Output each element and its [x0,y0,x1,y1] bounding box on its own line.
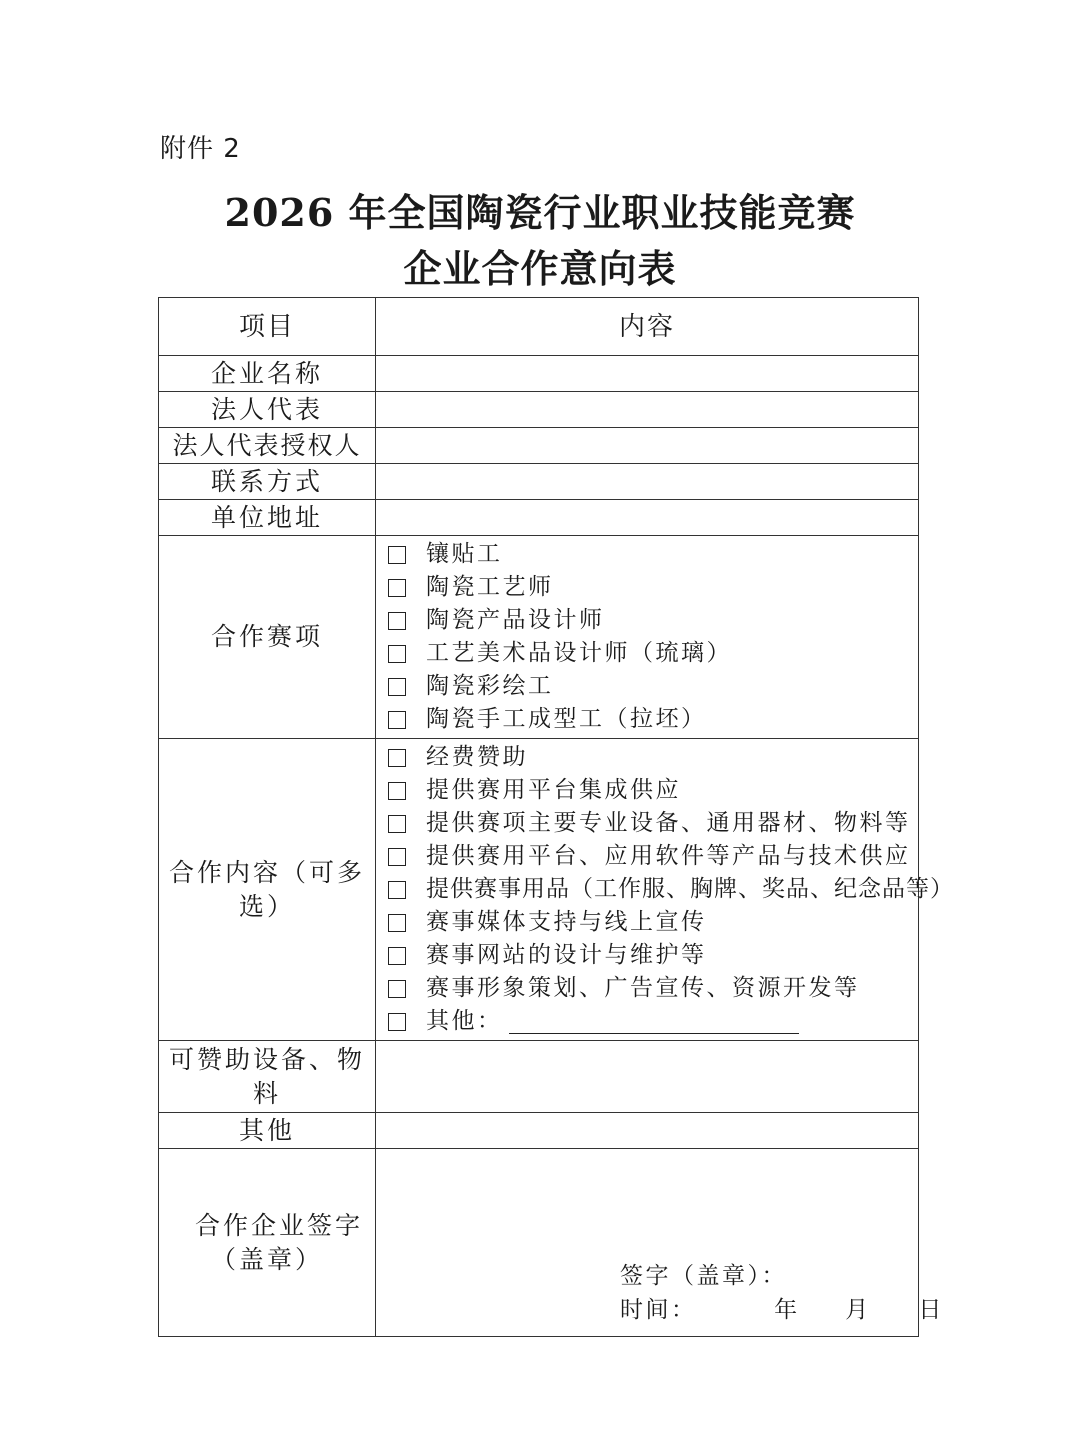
other-input-line[interactable] [509,1009,799,1034]
label-signature-line2: （盖章） [210,1244,323,1274]
label-legal-rep: 法人代表 [159,392,376,428]
event-option[interactable]: 陶瓷产品设计师 [388,604,918,637]
label-contact: 联系方式 [159,464,376,500]
label-content-line1: 合作内容（可多 [168,857,365,887]
header-content: 内容 [376,298,919,356]
checkbox[interactable] [388,749,406,767]
checkbox[interactable] [388,579,406,597]
content-options [376,739,954,1041]
row-company-name [159,356,919,392]
field-address[interactable] [376,500,919,536]
content-option[interactable]: 赛事网站的设计与维护等 [388,939,918,972]
row-legal-rep [159,392,919,428]
signature-area[interactable] [376,1149,944,1337]
row-signature [159,1149,919,1337]
cooperation-form-table [158,297,954,1337]
content-option[interactable]: 经费赞助 [388,741,918,774]
checkbox[interactable] [388,815,406,833]
row-other [159,1113,919,1149]
label-other: 其他 [159,1113,376,1149]
checkbox[interactable] [388,546,406,564]
document-subtitle: 企业合作意向表 [403,246,677,291]
checkbox[interactable] [388,711,406,729]
checkbox[interactable] [388,980,406,998]
row-sponsor [159,1041,919,1113]
annex-label: 附件 2 [160,134,241,164]
field-legal-rep[interactable] [376,392,919,428]
document-title: 2026 年全国陶瓷行业职业技能竞赛 [224,190,856,235]
checkbox[interactable] [388,914,406,932]
event-option[interactable]: 陶瓷彩绘工 [388,670,918,703]
checkbox[interactable] [388,881,406,899]
day-label: 日 [918,1297,944,1323]
events-options [376,536,919,739]
label-company-name: 企业名称 [159,356,376,392]
label-content-line2: 选） [238,891,295,921]
row-authorized-person [159,428,919,464]
event-option[interactable]: 工艺美术品设计师（琉璃） [388,637,918,670]
sign-text: 签字（盖章）： [620,1263,787,1289]
content-option[interactable]: 提供赛事用品（工作服、胸牌、奖品、纪念品等） [388,873,918,906]
content-option[interactable]: 提供赛用平台、应用软件等产品与技术供应 [388,840,918,873]
label-sponsor [159,1041,376,1113]
checkbox[interactable] [388,678,406,696]
event-option[interactable]: 陶瓷手工成型工（拉坯） [388,703,918,736]
time-label: 时间： [620,1297,697,1323]
label-authorized-person: 法人代表授权人 [159,428,376,464]
checkbox[interactable] [388,947,406,965]
row-content [159,739,919,1041]
checkbox[interactable] [388,612,406,630]
date-line [620,1291,944,1324]
event-option[interactable]: 陶瓷工艺师 [388,571,918,604]
label-events: 合作赛项 [159,536,376,739]
event-option[interactable]: 镶贴工 [388,538,918,571]
header-item: 项目 [159,298,376,356]
header-row [159,298,919,356]
checkbox[interactable] [388,782,406,800]
row-address [159,500,919,536]
field-other[interactable] [376,1113,919,1149]
content-option[interactable]: 提供赛项主要专业设备、通用器材、物料等 [388,807,918,840]
row-contact [159,464,919,500]
label-sponsor-line1: 可赞助设备、物 [168,1044,365,1074]
month-label: 月 [845,1297,871,1323]
label-sponsor-line2: 料 [252,1078,281,1108]
checkbox[interactable] [388,1013,406,1031]
field-authorized-person[interactable] [376,428,919,464]
checkbox[interactable] [388,645,406,663]
field-sponsor[interactable] [376,1041,919,1113]
content-option[interactable]: 提供赛用平台集成供应 [388,774,918,807]
field-company-name[interactable] [376,356,919,392]
label-address: 单位地址 [159,500,376,536]
row-events [159,536,919,739]
content-option-other[interactable]: 其他： [388,1005,918,1038]
label-signature-line1: 合作企业签字 [194,1210,363,1240]
content-option[interactable]: 赛事形象策划、广告宣传、资源开发等 [388,972,918,1005]
field-contact[interactable] [376,464,919,500]
year-label: 年 [774,1297,800,1323]
content-option[interactable]: 赛事媒体支持与线上宣传 [388,906,918,939]
checkbox[interactable] [388,848,406,866]
label-signature [159,1149,376,1337]
label-content [159,739,376,1041]
